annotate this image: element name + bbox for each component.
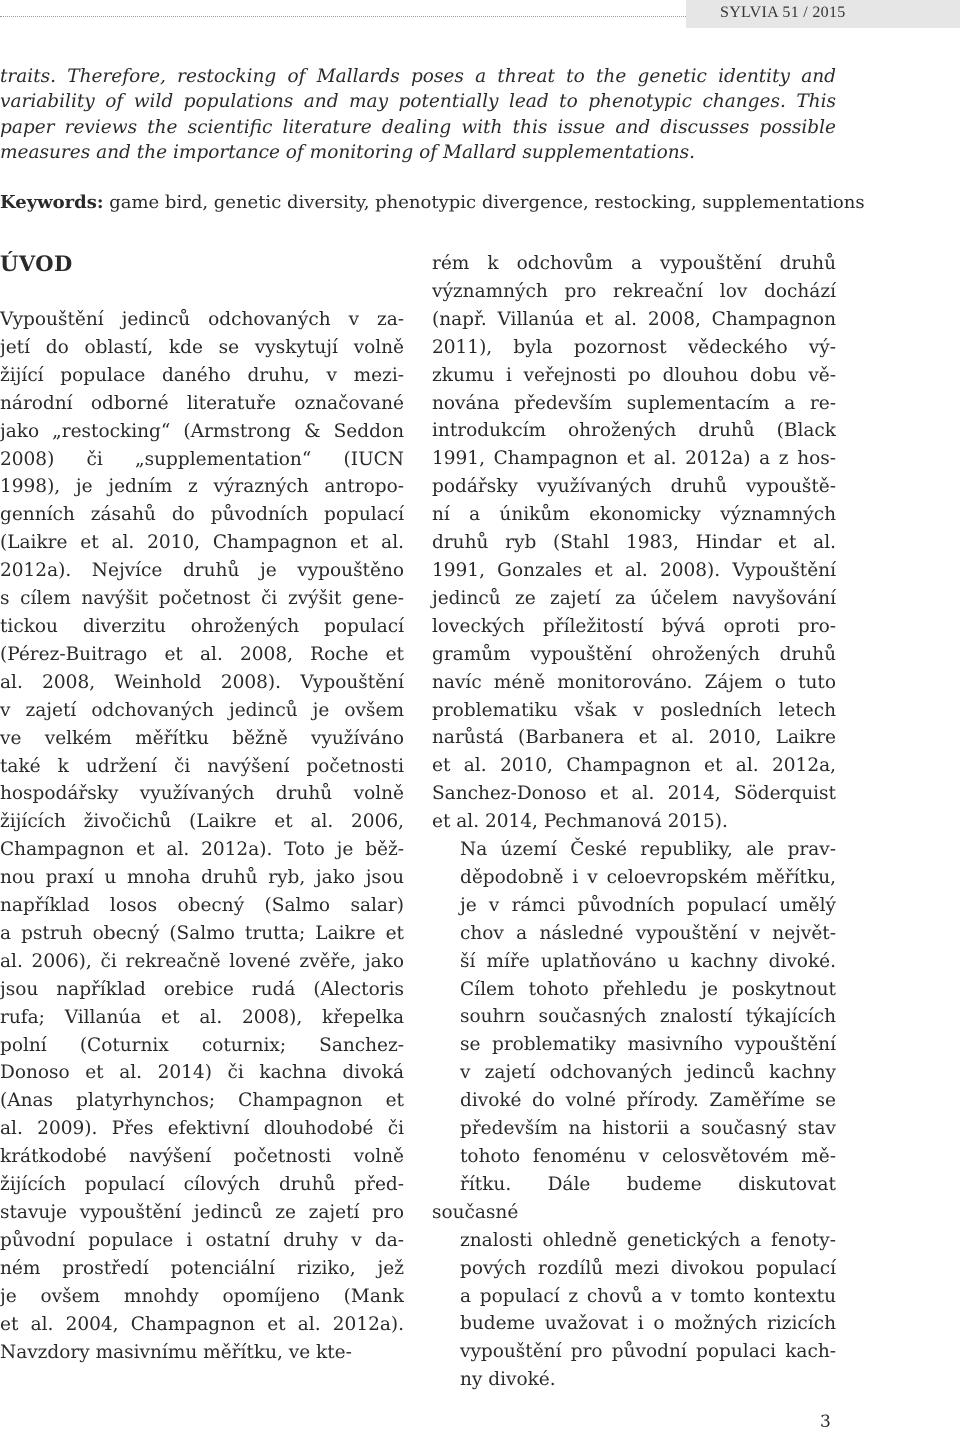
text-line: 1991, Gonzales et al. 2008). Vypouštění (432, 559, 836, 581)
text-line: významných pro rekreační lov dochází (432, 280, 836, 302)
text-line: krátkodobé navýšení početnosti volně (0, 1146, 404, 1168)
right-paragraph-2 (432, 836, 836, 1394)
text-line: především na historii a současný stav (460, 1118, 836, 1140)
text-line: ní a únikům ekonomicky významných (432, 504, 836, 526)
text-line: problematiku však v posledních letech (432, 699, 836, 721)
text-line: souhrn současných znalostí týkajících (460, 1006, 836, 1028)
text-line: al. 2009). Přes efektivní dlouhodobé či (0, 1118, 404, 1140)
text-line: 1991, Champagnon et al. 2012a) a z hos- (432, 448, 836, 470)
abstract-tail: traits. Therefore, restocking of Mallards poses a threat to the genetic identity and variability of wild populations and may potentially lead to phenotypic changes. This paper reviews the scientific literature dealing with this issue and discusses possible measures and the importance of monitoring of Mallard supplementations. (0, 66, 836, 163)
text-line: podářsky využívaných druhů vypouště- (432, 476, 836, 498)
text-line: ve velkém měřítku běžně využíváno (0, 727, 404, 749)
text-line: gramům vypouštění ohrožených druhů (432, 643, 836, 665)
text-line: rufa; Villanúa et al. 2008), křepelka (0, 1006, 404, 1028)
text-line: žijících živočichů (Laikre et al. 2006, (0, 811, 404, 833)
text-line: původní populace i ostatní druhy v da- (0, 1229, 404, 1251)
text-line: řítku. Dále budeme diskutovat současné (432, 1173, 836, 1223)
text-line: pových rozdílů mezi divokou populací (460, 1257, 836, 1279)
text-line: Na území České republiky, ale prav- (460, 839, 836, 861)
text-line: (např. Villanúa et al. 2008, Champagnon (432, 308, 836, 330)
text-line: hospodářsky využívaných druhů volně (0, 783, 404, 805)
text-line: 2008) či „supplementation“ (IUCN (0, 448, 404, 470)
text-line: polní (Coturnix coturnix; Sanchez- (0, 1034, 404, 1056)
text-line: narůstá (Barbanera et al. 2010, Laikre (432, 727, 836, 749)
text-line: loveckých příležitostí bývá oproti pro- (432, 615, 836, 637)
text-line: ší míře uplatňováno u kachny divoké. (460, 950, 836, 972)
keywords-label: Keywords: (0, 192, 104, 213)
section-heading: ÚVOD (0, 251, 73, 276)
text-line: žijících populací cílových druhů před- (0, 1174, 404, 1196)
text-line: Navzdory masivnímu měřítku, ve kte- (0, 1341, 352, 1363)
text-line: v zajetí odchovaných jedinců kachny (460, 1062, 836, 1084)
text-line: et al. 2014, Pechmanová 2015). (432, 811, 728, 833)
text-line: s cílem navýšit početnost či zvýšit gene- (0, 588, 404, 610)
text-line: jsou například orebice rudá (Alectoris (0, 978, 404, 1000)
text-line: budeme uvažovat i o možných rizicích (460, 1313, 836, 1335)
text-line: nou praxí u mnoha druhů ryb, jako jsou (0, 867, 404, 889)
text-line: a populací z chovů a v tomto kontextu (460, 1285, 836, 1307)
right-column (432, 250, 836, 1394)
left-column (0, 306, 404, 1366)
text-line: druhů ryb (Stahl 1983, Hindar et al. (432, 532, 836, 554)
left-paragraph (0, 306, 404, 1366)
text-line: také k udržení či navýšení početnosti (0, 755, 404, 777)
text-line: (Anas platyrhynchos; Champagnon et (0, 1090, 404, 1112)
text-line: 2012a). Nejvíce druhů je vypouštěno (0, 560, 404, 582)
text-line: tohoto fenoménu v celosvětovém mě- (460, 1146, 836, 1167)
text-line: národní odborné literatuře označované (0, 392, 404, 414)
text-line: ném prostředí potenciální riziko, jež (0, 1257, 404, 1279)
text-line: je ovšem mnohdy opomíjeno (Mank (0, 1285, 404, 1307)
text-line: introdukcím ohrožených druhů (Black (432, 420, 836, 442)
text-line: například losos obecný (Salmo salar) (0, 895, 404, 917)
text-line: divoké do volné přírody. Zaměříme se (460, 1090, 836, 1112)
text-line: jako „restocking“ (Armstrong & Seddon (0, 420, 404, 442)
text-line: stavuje vypouštění jedinců ze zajetí pro (0, 1202, 404, 1223)
text-line: a pstruh obecný (Salmo trutta; Laikre et (0, 922, 404, 944)
text-line: jetí do oblastí, kde se vyskytují volně (0, 336, 404, 358)
keywords-text: game bird, genetic diversity, phenotypic divergence, restocking, supplementations (103, 192, 865, 213)
journal-running-head: SYLVIA 51 / 2015 (720, 4, 846, 21)
right-paragraph-1 (432, 250, 836, 836)
text-line: (Laikre et al. 2010, Champagnon et al. (0, 532, 404, 554)
text-line: rém k odchovům a vypouštění druhů (432, 253, 836, 274)
header-rule (0, 16, 686, 17)
text-line: Cílem tohoto přehledu je poskytnout (460, 978, 836, 1000)
text-line: 1998), je jedním z výrazných antropo- (0, 476, 404, 498)
text-line: al. 2006), či rekreačně lovené zvěře, jako (0, 950, 404, 972)
text-line: Vypouštění jedinců odchovaných v za- (0, 309, 404, 330)
text-line: tickou diverzitu ohrožených populací (0, 615, 404, 637)
text-line: je v rámci původních populací umělý (460, 894, 836, 916)
text-line: zkumu i veřejnosti po dlouhou dobu vě- (432, 364, 836, 386)
text-line: et al. 2010, Champagnon et al. 2012a, (432, 755, 836, 777)
text-line: se problematiky masivního vypouštění (460, 1034, 836, 1056)
text-line: žijící populace daného druhu, v mezi- (0, 364, 404, 386)
text-line: v zajetí odchovaných jedinců je ovšem (0, 699, 404, 721)
page-number: 3 (820, 1412, 831, 1432)
text-line: jedinců ze zajetí za účelem navyšování (432, 587, 836, 609)
text-line: navíc méně monitorováno. Zájem o tuto (432, 671, 836, 693)
text-line: ny divoké. (460, 1369, 556, 1391)
text-line: Champagnon et al. 2012a). Toto je běž- (0, 839, 404, 861)
keywords-line (0, 190, 940, 216)
text-line: vypouštění pro původní populaci kach- (460, 1341, 836, 1363)
text-line: et al. 2004, Champagnon et al. 2012a). (0, 1313, 404, 1335)
text-line: děpodobně i v celoevropském měřítku, (460, 866, 836, 888)
text-line: chov a následné vypouštění v největ- (460, 922, 836, 944)
text-line: znalosti ohledně genetických a fenoty- (460, 1229, 836, 1251)
text-line: (Pérez-Buitrago et al. 2008, Roche et (0, 643, 404, 665)
text-line: 2011), byla pozornost vědeckého vý- (432, 336, 836, 358)
text-line: nována především suplementacím a re- (432, 392, 836, 414)
text-line: Sanchez-Donoso et al. 2014, Söderquist (432, 783, 836, 805)
text-line: genních zásahů do původních populací (0, 504, 404, 526)
text-line: Donoso et al. 2014) či kachna divoká (0, 1062, 404, 1084)
text-line: al. 2008, Weinhold 2008). Vypouštění (0, 671, 404, 693)
